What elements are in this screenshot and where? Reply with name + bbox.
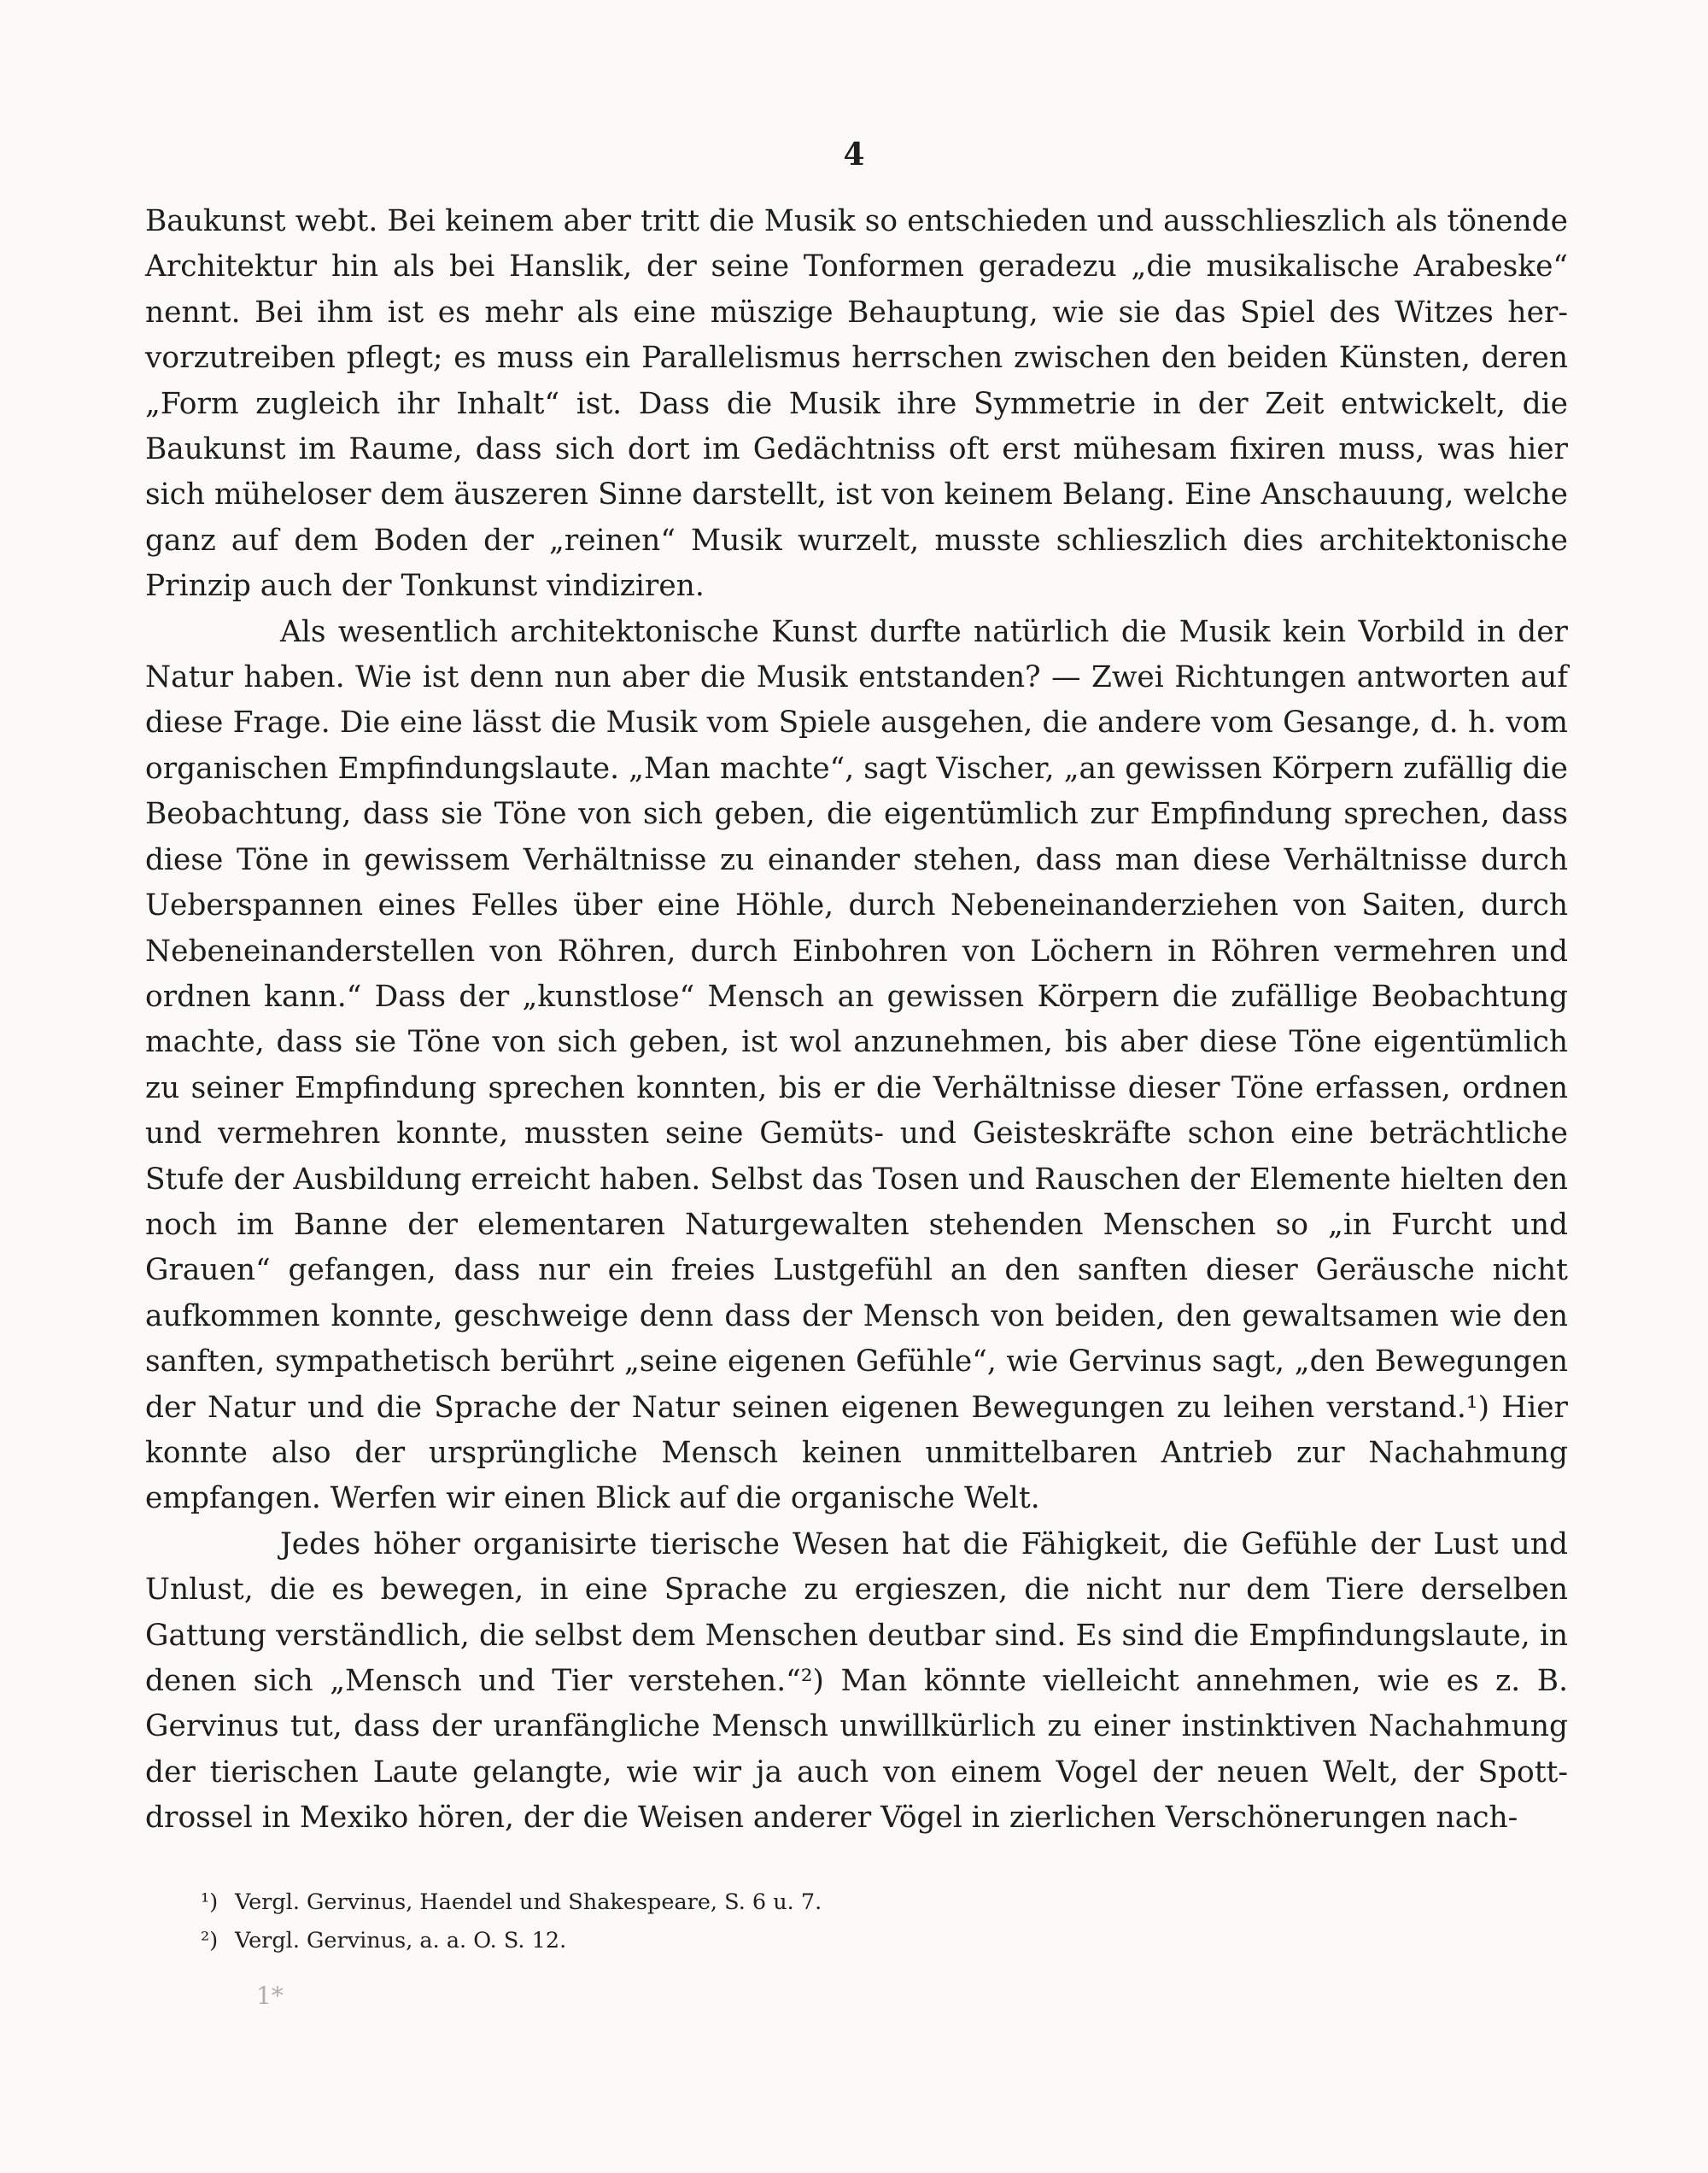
footnote-text: Vergl. Gervinus, a. a. O. S. 12. xyxy=(235,1928,567,1953)
body-text xyxy=(145,199,1568,1842)
paragraph-2: Als wesentlich architektonische Kunst durfte natürlich die Musik kein Vorbild in der Natur haben. Wie ist denn nun aber die Musik entstanden? — Zwei Richtungen antworten auf diese Frage. Die eine lässt die Musik vom Spiele ausgehen, die andere vom Gesange, d. h. vom organischen Empfindungslaute. „Man machte“, sagt Vischer, „an gewissen Körpern zufällig die Beobachtung, dass sie Töne von sich geben, die eigentümlich zur Empfindung sprechen, dass diese Töne in gewissem Verhältnisse zu einander stehen, dass man diese Verhältnisse durch Ueberspannen eines Felles über eine Höhle, durch Nebeneinanderziehen von Saiten, durch Nebeneinanderstellen von Röhren, durch Einbohren von Löchern in Röhren vermehren und ordnen kann.“ Dass der „kunstlose“ Mensch an gewissen Körpern die zufällige Beobachtung machte, dass sie Töne von sich geben, ist wol anzunehmen, bis aber diese Töne eigentümlich zu seiner Empfindung sprechen konnten, bis er die Verhältnisse dieser Töne erfassen, ordnen und vermehren konnte, mussten seine Gemüts- und Geisteskräfte schon eine beträchtliche Stufe der Ausbildung erreicht haben. Selbst das Tosen und Rauschen der Elemente hielten den noch im Banne der elementaren Naturgewalten stehenden Menschen so „in Furcht und Grauen“ gefangen, dass nur ein freies Lustgefühl an den sanften dieser Geräusche nicht aufkommen konnte, geschweige denn dass der Mensch von beiden, den gewaltsamen wie den sanften, sympathetisch berührt „seine eigenen Gefühle“, wie Gervinus sagt, „den Bewegungen der Natur und die Sprache der Natur seinen eigenen Bewegungen zu leihen verstand.¹) Hier konnte also der ursprüngliche Mensch keinen unmittelbaren Antrieb zur Nachahmung empfangen. Werfen wir einen Blick auf die organische Welt. xyxy=(145,614,1568,1516)
footnote-mark: ¹) xyxy=(201,1889,219,1915)
paragraph-1: Baukunst webt. Bei keinem aber tritt die Musik so entschieden und ausschlieszlich als tönende Architektur hin als bei Hanslik, der seine Tonformen geradezu „die musikalische Arabeske“ nennt. Bei ihm ist es mehr als eine müszige Behauptung, wie sie das Spiel des Witzes hervorzutreiben pflegt; es muss ein Parallelismus herrschen zwischen den beiden Künsten, deren „Form zugleich ihr Inhalt“ ist. Dass die Musik ihre Symmetrie in der Zeit entwickelt, die Baukunst im Raume, dass sich dort im Gedächtniss oft erst mühesam fixiren muss, was hier sich müheloser dem äuszeren Sinne darstellt, ist von keinem Belang. Eine Anschauung, welche ganz auf dem Boden der „reinen“ Musik wurzelt, musste schlieszlich dies architektonische Prinzip auch der Tonkunst vindiziren. xyxy=(145,204,1568,604)
paragraph-3: Jedes höher organisirte tierische Wesen hat die Fähigkeit, die Gefühle der Lust und Unlust, die es bewegen, in eine Sprache zu ergieszen, die nicht nur dem Tiere derselben Gattung verständlich, die selbst dem Menschen deutbar sind. Es sind die Empfindungslaute, in denen sich „Mensch und Tier verstehen.“²) Man könnte vielleicht annehmen, wie es z. B. Gervinus tut, dass der uranfängliche Mensch unwillkürlich zu einer instinktiven Nachahmung der tierischen Laute gelangte, wie wir ja auch von einem Vogel der neuen Welt, der Spottdrossel in Mexiko hören, der die Weisen anderer Vögel in zierlichen Verschönerungen nach- xyxy=(145,1526,1568,1836)
footnote-mark: ²) xyxy=(201,1928,219,1953)
page-number: 4 xyxy=(843,137,865,173)
footnote-2 xyxy=(201,1922,1396,1960)
footnote-text: Vergl. Gervinus, Haendel und Shakespeare, S. 6 u. 7. xyxy=(235,1889,822,1915)
footnote-1 xyxy=(201,1883,1396,1922)
footnotes xyxy=(201,1883,1396,1960)
sheet-signature-mark: 1* xyxy=(256,1982,284,2010)
